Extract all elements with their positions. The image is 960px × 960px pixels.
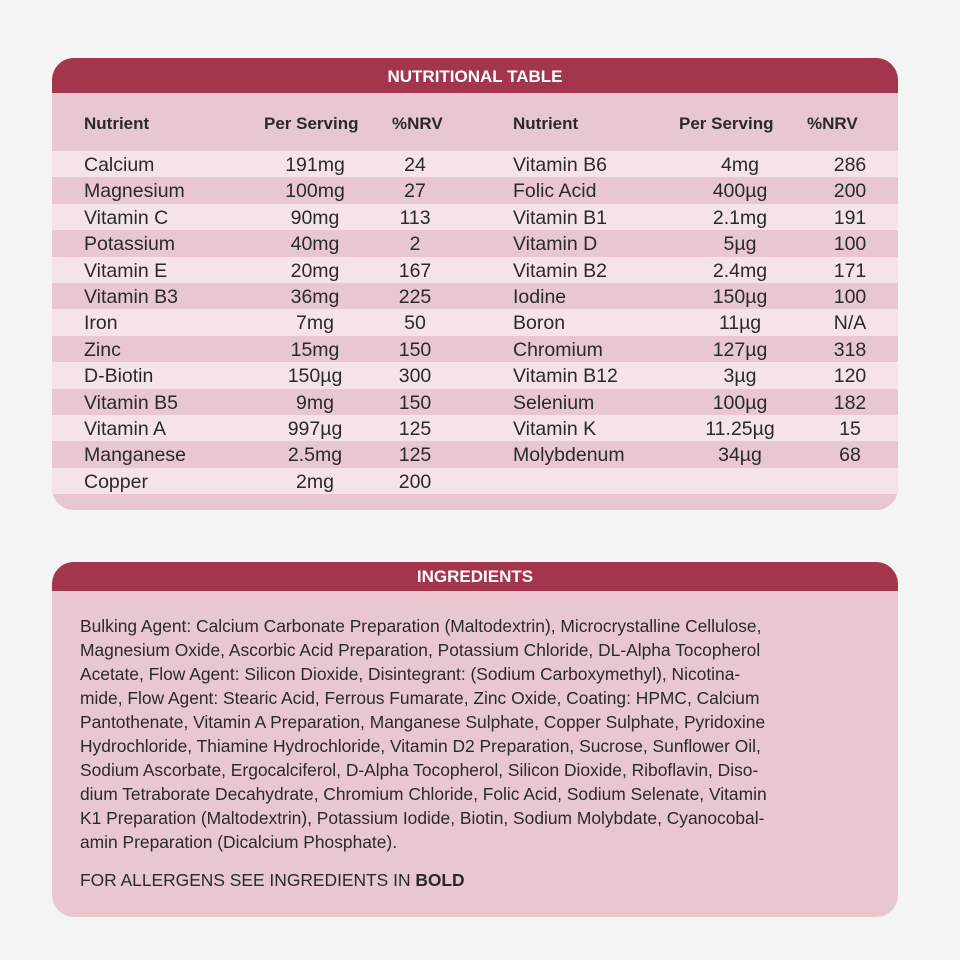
per-serving-value: 2mg <box>296 470 334 493</box>
nutrient-name: Vitamin A <box>84 418 167 440</box>
nrv-value: 125 <box>398 418 432 440</box>
nrv-value: 15 <box>839 418 861 440</box>
per-serving-value: 4mg <box>721 154 759 176</box>
per-serving-value: 36mg <box>290 286 340 308</box>
nutrient-name: Potassium <box>84 233 176 256</box>
header-per-serving-right: Per Serving <box>679 114 774 133</box>
nrv-value: 68 <box>839 444 861 467</box>
header-nutrient-right: Nutrient <box>513 114 579 133</box>
ingredients-line: Sodium Ascorbate, Ergocalciferol, D-Alpha Tocopherol, Silicon Dioxide, Riboflavin, Diso- <box>80 760 759 780</box>
table-column-headers <box>52 93 898 153</box>
table-row <box>52 257 898 283</box>
nutrient-name: Vitamin B3 <box>84 286 178 308</box>
ingredients-line: Magnesium Oxide, Ascorbic Acid Preparation, Potassium Chloride, DL-Alpha Tocopherol <box>80 640 761 660</box>
allergen-prefix: FOR ALLERGENS SEE INGREDIENTS IN <box>80 870 416 890</box>
per-serving-value: 127µg <box>712 338 768 361</box>
nrv-value: 286 <box>833 154 867 176</box>
nrv-value: 225 <box>398 286 432 308</box>
table-row <box>52 415 898 441</box>
per-serving-value: 100µg <box>712 391 768 414</box>
per-serving-value: 2.1mg <box>712 206 768 229</box>
nrv-value: 150 <box>398 338 432 361</box>
nrv-value: 200 <box>833 180 867 203</box>
nutrient-name: Vitamin B5 <box>84 391 178 414</box>
table-row <box>52 309 898 335</box>
nrv-value: 200 <box>398 470 432 493</box>
table-row <box>52 362 898 388</box>
table-row <box>52 336 898 362</box>
per-serving-value: 3µg <box>723 365 757 388</box>
per-serving-value: 15mg <box>290 338 340 361</box>
per-serving-value: 2.4mg <box>712 259 768 282</box>
table-row <box>52 389 898 415</box>
allergen-bold: BOLD <box>415 870 465 890</box>
nutrient-name: Vitamin B12 <box>513 365 618 388</box>
nutrient-name: Calcium <box>84 154 155 176</box>
table-row <box>52 468 898 494</box>
header-nrv-right: %NRV <box>807 114 858 133</box>
nutrient-name: Vitamin B1 <box>513 206 607 229</box>
nutrient-name: Copper <box>84 470 148 493</box>
nutrient-name: Manganese <box>84 444 186 467</box>
per-serving-value: 400µg <box>712 180 768 203</box>
nrv-value: 300 <box>398 365 432 388</box>
table-row <box>52 151 898 177</box>
nrv-value: 113 <box>399 206 431 229</box>
per-serving-value: 90mg <box>290 206 340 229</box>
per-serving-value: 20mg <box>290 259 340 282</box>
ingredients-line: Pantothenate, Vitamin A Preparation, Manganese Sulphate, Copper Sulphate, Pyridoxine <box>80 712 766 732</box>
nutrient-name: Vitamin B6 <box>513 154 607 176</box>
nrv-value: 27 <box>404 180 426 203</box>
per-serving-value: 997µg <box>287 418 343 440</box>
ingredients-line: Acetate, Flow Agent: Silicon Dioxide, Disintegrant: (Sodium Carboxymethyl), Nicotina- <box>80 664 741 684</box>
nrv-value: 120 <box>833 365 867 388</box>
nrv-value: 318 <box>833 338 867 361</box>
nutrient-name: Vitamin C <box>84 206 169 229</box>
nutrient-name: Molybdenum <box>513 444 625 467</box>
per-serving-value: 7mg <box>296 312 334 335</box>
ingredients-panel <box>52 562 898 917</box>
per-serving-value: 11µg <box>718 312 762 335</box>
ingredients-text <box>80 614 880 854</box>
nrv-value: N/A <box>833 312 867 335</box>
nrv-value: 50 <box>404 312 426 335</box>
nrv-value: 24 <box>404 154 426 176</box>
table-row <box>52 283 898 309</box>
ingredients-line: amin Preparation (Dicalcium Phosphate). <box>80 832 398 852</box>
ingredients-line: K1 Preparation (Maltodextrin), Potassium Iodide, Biotin, Sodium Molybdate, Cyanocobal- <box>80 808 765 828</box>
nrv-value: 125 <box>398 444 432 467</box>
per-serving-value: 34µg <box>718 444 762 467</box>
header-per-serving-left: Per Serving <box>264 114 359 133</box>
header-nutrient-left: Nutrient <box>84 114 150 133</box>
per-serving-value: 11.25µg <box>705 418 775 440</box>
nrv-value: 150 <box>398 391 432 414</box>
ingredients-title: INGREDIENTS <box>52 562 898 591</box>
per-serving-value: 150µg <box>287 365 343 388</box>
table-row <box>52 230 898 256</box>
nutrient-name: Iodine <box>513 286 567 308</box>
table-row <box>52 204 898 230</box>
nutritional-table-title: NUTRITIONAL TABLE <box>52 58 898 93</box>
nutrient-name: Iron <box>84 312 118 335</box>
nutrient-name: Selenium <box>513 391 595 414</box>
nutrient-name: Boron <box>513 312 566 335</box>
allergen-notice <box>80 870 465 891</box>
per-serving-value: 9mg <box>296 391 334 414</box>
nutrient-name: Vitamin B2 <box>513 259 607 282</box>
header-nrv-left: %NRV <box>392 114 443 133</box>
nrv-value: 100 <box>833 233 867 256</box>
nutrient-name: Chromium <box>513 338 603 361</box>
table-row <box>52 441 898 467</box>
nrv-value: 171 <box>833 259 867 282</box>
ingredients-line: dium Tetraborate Decahydrate, Chromium Chloride, Folic Acid, Sodium Selenate, Vitamin <box>80 784 767 804</box>
nutrient-name: Vitamin E <box>84 259 168 282</box>
per-serving-value: 150µg <box>712 286 768 308</box>
per-serving-value: 40mg <box>290 233 340 256</box>
nrv-value: 100 <box>833 286 867 308</box>
nutrient-name: Zinc <box>84 338 121 361</box>
nutritional-table-panel <box>52 58 898 510</box>
nrv-value: 2 <box>409 233 421 256</box>
per-serving-value: 100mg <box>285 180 345 203</box>
nutrient-name: Magnesium <box>84 180 185 203</box>
table-filler-row <box>52 494 898 510</box>
nrv-value: 191 <box>833 206 867 229</box>
ingredients-line: mide, Flow Agent: Stearic Acid, Ferrous Fumarate, Zinc Oxide, Coating: HPMC, Calcium <box>80 688 760 708</box>
per-serving-value: 5µg <box>723 233 757 256</box>
nrv-value: 167 <box>398 259 432 282</box>
nutrient-name: D-Biotin <box>84 365 154 388</box>
nutrient-name: Vitamin K <box>513 418 597 440</box>
ingredients-line: Hydrochloride, Thiamine Hydrochloride, Vitamin D2 Preparation, Sucrose, Sunflower Oil, <box>80 736 761 756</box>
nrv-value: 182 <box>833 391 867 414</box>
ingredients-line: Bulking Agent: Calcium Carbonate Preparation (Maltodextrin), Microcrystalline Cellulose, <box>80 616 762 636</box>
per-serving-value: 191mg <box>285 154 345 176</box>
nutrient-name: Vitamin D <box>513 233 598 256</box>
nutrient-name: Folic Acid <box>513 180 597 203</box>
table-row <box>52 177 898 203</box>
per-serving-value: 2.5mg <box>287 444 343 467</box>
